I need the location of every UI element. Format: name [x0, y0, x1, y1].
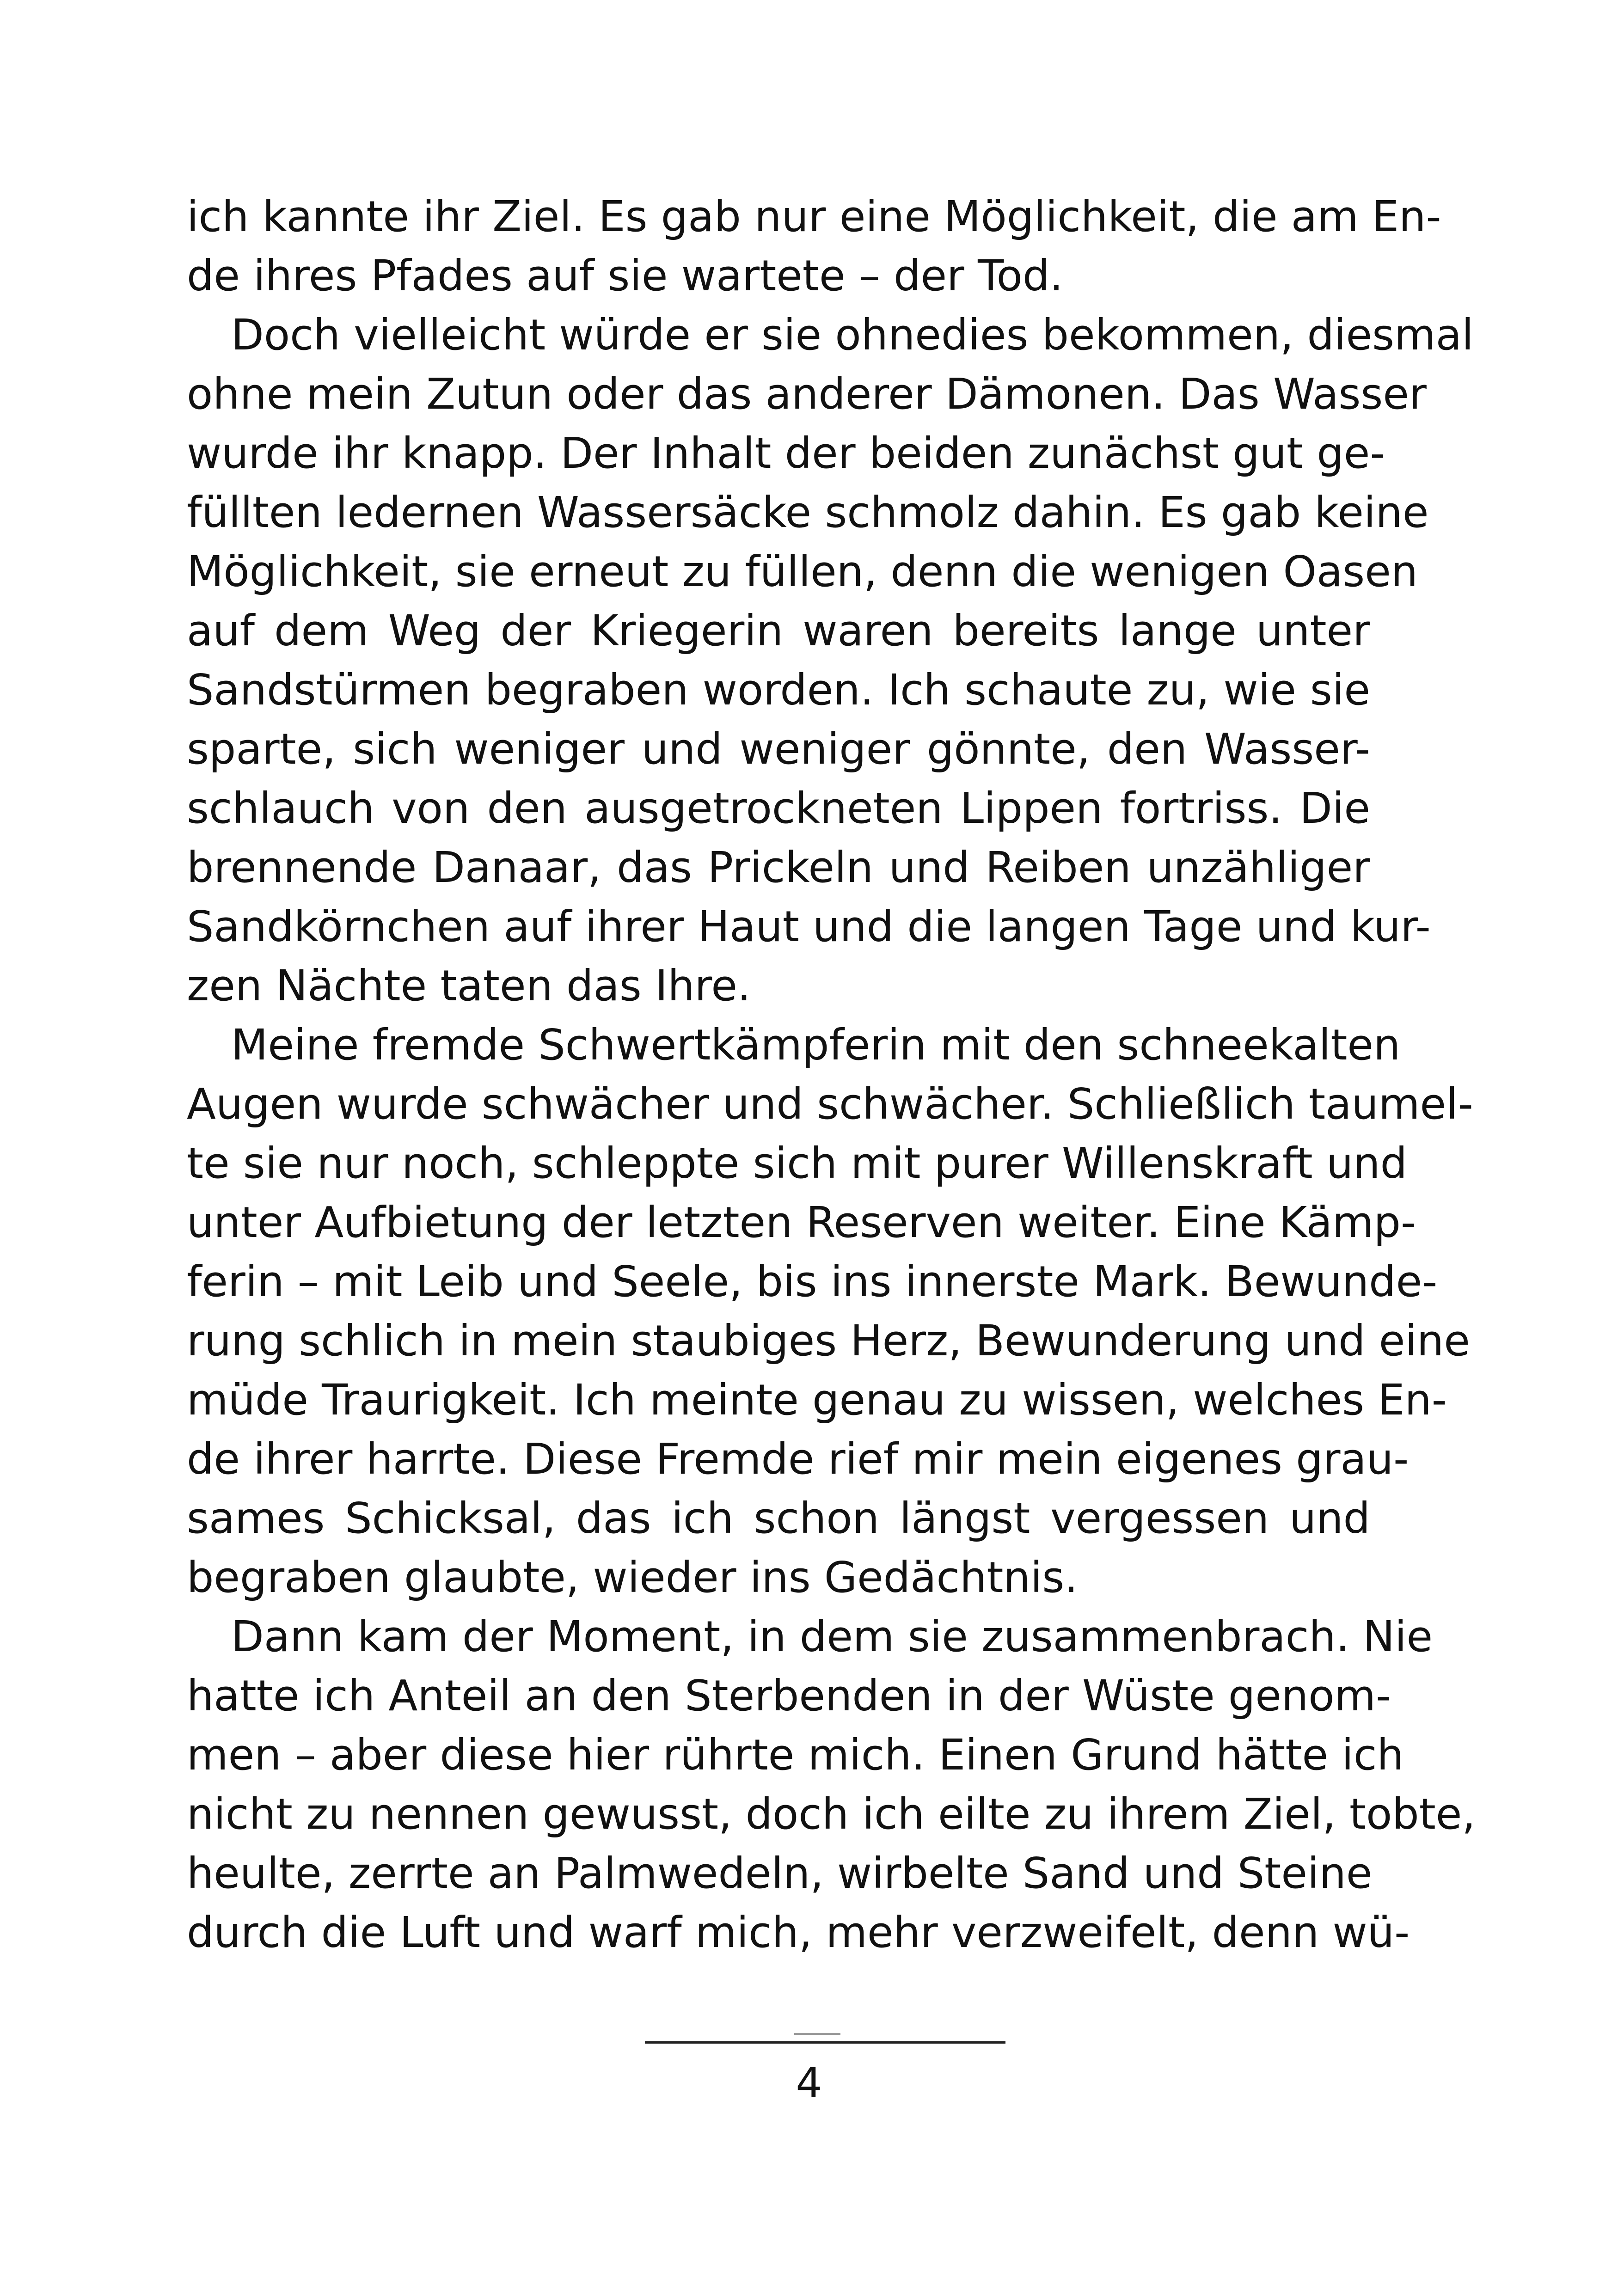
- text-line: Sandstürmen begraben worden. Ich schaute zu, wie sie: [187, 665, 1370, 715]
- footer-rule-mark: [794, 2033, 840, 2035]
- paragraph: [187, 306, 1474, 1016]
- text-line: durch die Luft und warf mich, mehr verzweifelt, denn wü-: [187, 1908, 1410, 1957]
- text-line: müde Traurigkeit. Ich meinte genau zu wissen, welches En-: [187, 1375, 1447, 1425]
- text-line: wurde ihr knapp. Der Inhalt der beiden zunächst gut ge-: [187, 429, 1385, 478]
- body-text: [187, 187, 1476, 1962]
- text-line: nicht zu nennen gewusst, doch ich eilte zu ihrem Ziel, tobte,: [187, 1789, 1476, 1839]
- text-line: füllten ledernen Wassersäcke schmolz dahin. Es gab keine: [187, 488, 1429, 537]
- text-line: unter Aufbietung der letzten Reserven weiter. Eine Kämp-: [187, 1198, 1416, 1247]
- text-line: ich kannte ihr Ziel. Es gab nur eine Möglichkeit, die am En-: [187, 192, 1441, 241]
- text-line: sparte, sich weniger und weniger gönnte, den Wasser-: [187, 724, 1370, 774]
- text-line: te sie nur noch, schleppte sich mit purer Willenskraft und: [187, 1139, 1407, 1188]
- text-line: schlauch von den ausgetrockneten Lippen fortriss. Die: [187, 784, 1370, 833]
- paragraph: [187, 1607, 1476, 1962]
- text-line: begraben glaubte, wieder ins Gedächtnis.: [187, 1553, 1078, 1602]
- text-line: Augen wurde schwächer und schwächer. Schließlich taumel-: [187, 1079, 1473, 1129]
- text-line: rung schlich in mein staubiges Herz, Bewunderung und eine: [187, 1316, 1470, 1365]
- text-line: hatte ich Anteil an den Sterbenden in der Wüste genom-: [187, 1671, 1391, 1720]
- text-line: heulte, zerrte an Palmwedeln, wirbelte Sand und Steine: [187, 1849, 1373, 1898]
- text-line: de ihres Pfades auf sie wartete – der Tod.: [187, 251, 1063, 300]
- text-line: Sandkörnchen auf ihrer Haut und die langen Tage und kur-: [187, 902, 1431, 951]
- page-number: 4: [796, 2059, 822, 2107]
- text-line: Doch vielleicht würde er sie ohnedies bekommen, diesmal: [231, 310, 1474, 360]
- text-line: Dann kam der Moment, in dem sie zusammenbrach. Nie: [231, 1612, 1433, 1661]
- text-line: auf dem Weg der Kriegerin waren bereits lange unter: [187, 606, 1370, 655]
- text-line: ohne mein Zutun oder das anderer Dämonen. Das Wasser: [187, 369, 1427, 419]
- text-line: zen Nächte taten das Ihre.: [187, 961, 751, 1010]
- paragraph: [187, 187, 1441, 306]
- text-line: sames Schicksal, das ich schon längst vergessen und: [187, 1494, 1370, 1543]
- text-line: men – aber diese hier rührte mich. Einen Grund hätte ich: [187, 1730, 1404, 1780]
- text-line: ferin – mit Leib und Seele, bis ins innerste Mark. Bewunde-: [187, 1257, 1438, 1306]
- text-line: de ihrer harrte. Diese Fremde rief mir mein eigenes grau-: [187, 1434, 1409, 1484]
- text-line: Meine fremde Schwertkämpferin mit den schneekalten: [231, 1020, 1401, 1070]
- text-line: Möglichkeit, sie erneut zu füllen, denn die wenigen Oasen: [187, 547, 1418, 596]
- text-line: brennende Danaar, das Prickeln und Reiben unzähliger: [187, 843, 1370, 892]
- footer-rule: [645, 2041, 1005, 2044]
- paragraph: [187, 1016, 1473, 1607]
